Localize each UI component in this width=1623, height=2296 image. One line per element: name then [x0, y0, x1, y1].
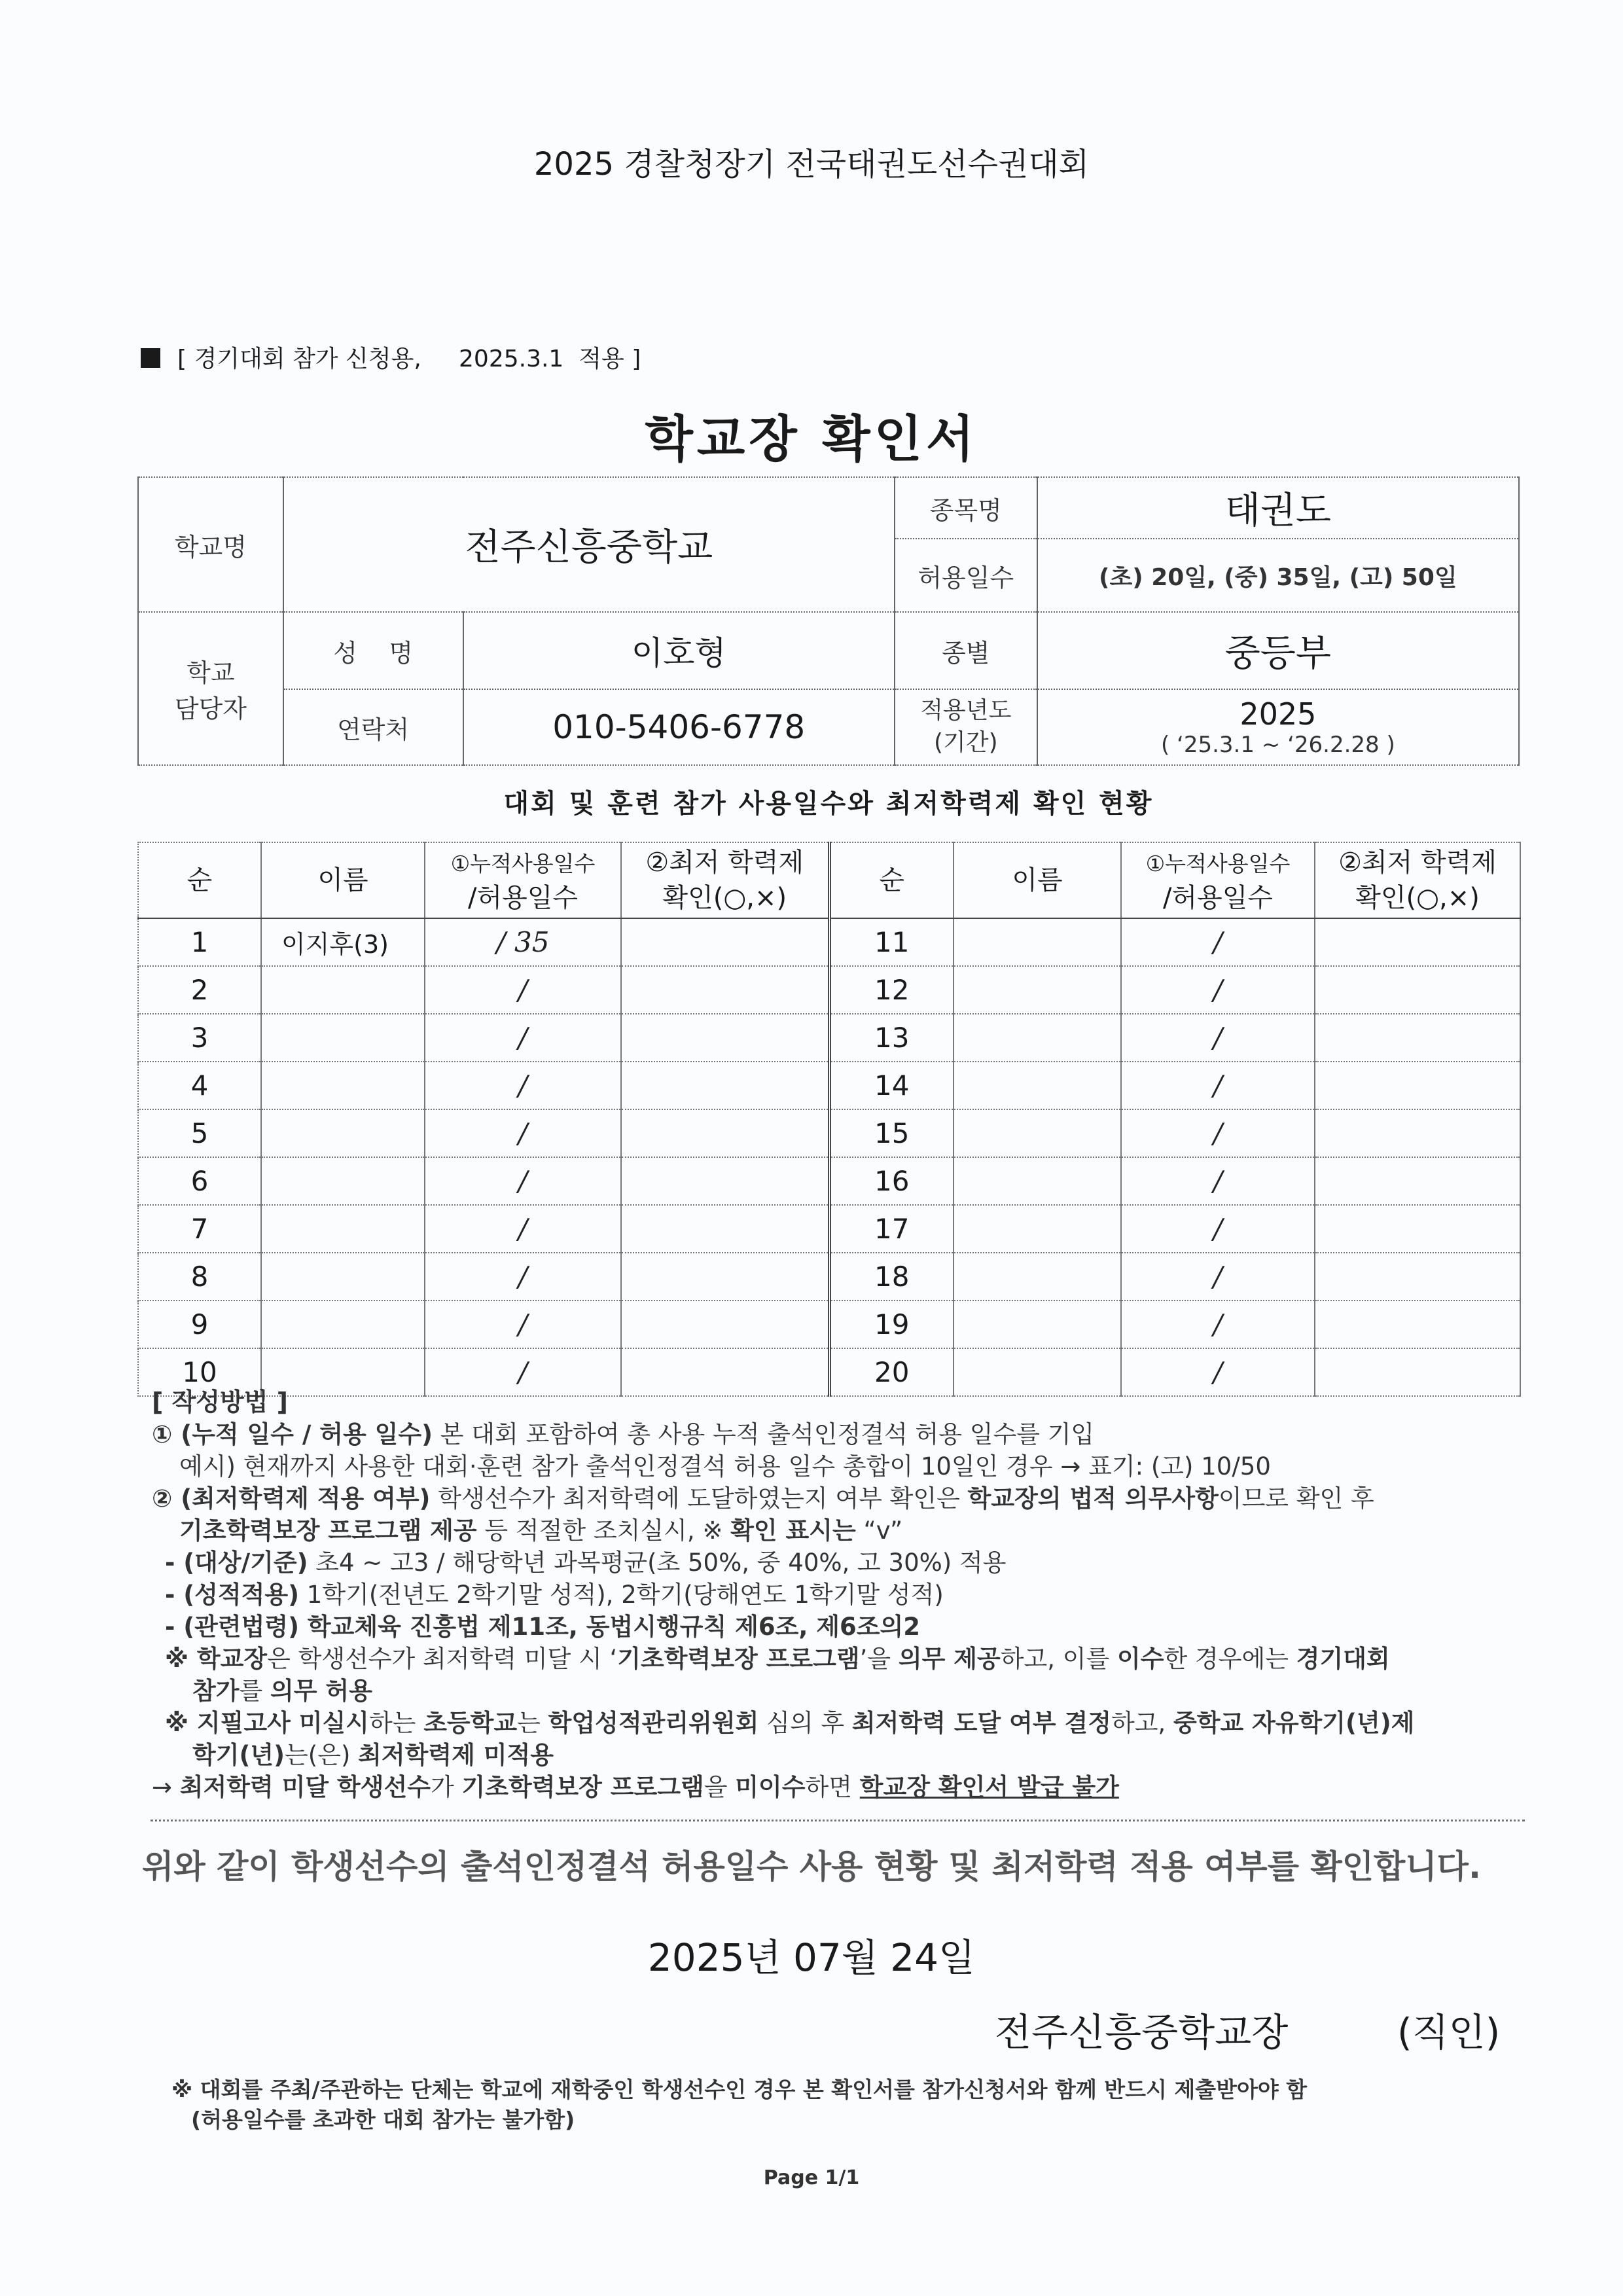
table-row [138, 1253, 1520, 1300]
min-academic-check [621, 1109, 829, 1157]
days-used: / [425, 1062, 621, 1109]
row-number: 2 [138, 966, 261, 1014]
days-used: / 35 [425, 918, 621, 966]
min-academic-check [1315, 1253, 1520, 1300]
square-bullet-icon [141, 348, 160, 368]
min-academic-check [1315, 1014, 1520, 1062]
min-academic-check [621, 918, 829, 966]
student-name [261, 1062, 425, 1109]
student-name [261, 1014, 425, 1062]
col-name-2: 이름 [954, 842, 1121, 918]
student-name [954, 1109, 1121, 1157]
table-row [138, 1205, 1520, 1253]
row-number: 19 [829, 1300, 954, 1348]
manager-label [138, 612, 283, 765]
min-academic-check [1315, 918, 1520, 966]
min-academic-check [621, 1205, 829, 1253]
row-number: 9 [138, 1300, 261, 1348]
instructions-heading: [ 작성방법 ] [152, 1388, 289, 1416]
row-number: 1 [138, 918, 261, 966]
student-name [954, 918, 1121, 966]
student-name [954, 1014, 1121, 1062]
allowed-days-value: (초) 20일, (중) 35일, (고) 50일 [1037, 539, 1519, 612]
table-header-row [138, 842, 1520, 918]
days-used: / [425, 1300, 621, 1348]
table-row [138, 1014, 1520, 1062]
instruction-line: - (관련법령) 학교체육 진흥법 제11조, 동법시행규칙 제6조, 제6조의2 [165, 1613, 920, 1641]
row-number: 5 [138, 1109, 261, 1157]
info-table [137, 476, 1520, 766]
table-row [138, 966, 1520, 1014]
min-academic-check [621, 1157, 829, 1205]
instruction-line: 예시) 현재까지 사용한 대회·훈련 참가 출석인정결석 허용 일수 총합이 10일인 경우 → 표기: (고) 10/50 [179, 1452, 1271, 1480]
instruction-line: 참가를 의무 허용 [192, 1677, 372, 1705]
days-used: / [425, 966, 621, 1014]
student-name [261, 1205, 425, 1253]
col-days-line-2: /허용일수 [467, 883, 579, 913]
header-title: 2025 경찰청장기 전국태권도선수권대회 [533, 146, 1090, 183]
row-number: 12 [829, 966, 954, 1014]
days-used: / [1121, 918, 1315, 966]
col-min-2 [1315, 842, 1520, 918]
row-number: 8 [138, 1253, 261, 1300]
row-number: 20 [829, 1348, 954, 1396]
days-used: / [1121, 1157, 1315, 1205]
footnote [171, 2075, 1546, 2135]
table-row [138, 1062, 1520, 1109]
min-academic-check [1315, 1300, 1520, 1348]
col-days-line-1: ①누적사용일수 [450, 851, 596, 876]
row-number: 10 [138, 1348, 261, 1396]
student-name [954, 1062, 1121, 1109]
min-academic-check [1315, 1157, 1520, 1205]
min-academic-check [621, 1253, 829, 1300]
year-value: 2025 [1240, 696, 1317, 732]
col-min-2-line-2: 확인(○,×) [1355, 883, 1480, 913]
section-title: 대회 및 훈련 참가 사용일수와 최저학력제 확인 현황 [503, 789, 1154, 819]
period-value: ( ‘25.3.1 ~ ‘26.2.28 ) [1160, 732, 1395, 758]
page-number: Page 1/1 [763, 2166, 860, 2189]
contact-label: 연락처 [283, 689, 463, 765]
table-body [138, 918, 1520, 1396]
col-min-2-line-1: ②최저 학력제 [1338, 848, 1497, 878]
application-note-text: [ 경기대회 참가 신청용, 2025.3.1 적용 ] [177, 346, 641, 372]
days-used: / [425, 1348, 621, 1396]
days-used: / [425, 1014, 621, 1062]
year-label [895, 689, 1037, 765]
min-academic-check [1315, 1109, 1520, 1157]
table-row [138, 1300, 1520, 1348]
min-academic-check [621, 1300, 829, 1348]
contact-value: 010-5406-6778 [463, 689, 895, 765]
col-min [621, 842, 829, 918]
event-label: 종목명 [895, 477, 1037, 539]
instruction-line: ① (누적 일수 / 허용 일수) 본 대회 포함하여 총 사용 누적 출석인정결석 허용 일수를 기입 [152, 1420, 1095, 1448]
divider [151, 1820, 1525, 1821]
row-number: 14 [829, 1062, 954, 1109]
instruction-line: - (성적적용) 1학기(전년도 2학기말 성적), 2학기(당해연도 1학기말 성적) [165, 1581, 944, 1609]
days-used: / [1121, 1205, 1315, 1253]
manager-label-line-1: 학교 [187, 658, 235, 687]
col-days-2-line-2: /허용일수 [1162, 883, 1274, 913]
event-value: 태권도 [1037, 477, 1519, 539]
school-name: 전주신흥중학교 [283, 477, 895, 612]
min-academic-check [621, 1062, 829, 1109]
table-row [138, 918, 1520, 966]
row-number: 6 [138, 1157, 261, 1205]
student-name [261, 1300, 425, 1348]
seal-placeholder: (직인) [1397, 2010, 1501, 2054]
footnote-line-1: ※ 대회를 주최/주관하는 단체는 학교에 재학중인 학생선수인 경우 본 확인서를 참가신청서와 함께 반드시 제출받아야 함 [171, 2077, 1308, 2102]
student-name [261, 966, 425, 1014]
footnote-line-2: (허용일수를 초과한 대회 참가는 불가함) [191, 2107, 575, 2132]
instruction-line: 학기(년)는(은) 최저학력제 미적용 [192, 1741, 554, 1769]
row-number: 16 [829, 1157, 954, 1205]
days-used: / [1121, 1062, 1315, 1109]
year-label-line-2: (기간) [933, 729, 998, 756]
table-row [138, 1109, 1520, 1157]
min-academic-check [1315, 1205, 1520, 1253]
student-name [954, 966, 1121, 1014]
confirmation-statement: 위와 같이 학생선수의 출석인정결석 허용일수 사용 현황 및 최저학력 적용 여부를 확인합니다. [142, 1848, 1481, 1886]
manager-label-line-2: 담당자 [174, 694, 247, 723]
instructions [152, 1386, 1539, 1803]
name-label: 성 명 [283, 612, 463, 689]
days-used: / [1121, 966, 1315, 1014]
row-number: 18 [829, 1253, 954, 1300]
min-academic-check [1315, 1062, 1520, 1109]
student-name [954, 1205, 1121, 1253]
instruction-line: ※ 학교장은 학생선수가 최저학력 미달 시 ‘기초학력보장 프로그램’을 의무 제공하고, 이를 이수한 경우에는 경기대회 [165, 1645, 1390, 1673]
col-min-line-2: 확인(○,×) [662, 883, 787, 913]
days-used: / [1121, 1014, 1315, 1062]
min-academic-check [1315, 966, 1520, 1014]
division-label: 종별 [895, 612, 1037, 689]
allowed-days-label: 허용일수 [895, 539, 1037, 612]
instruction-line: - (대상/기준) 초4 ~ 고3 / 해당학년 과목평균(초 50%, 중 40%, 고 30%) 적용 [165, 1549, 1007, 1577]
year-cell [1037, 689, 1519, 765]
application-note [141, 340, 641, 374]
min-academic-check [621, 966, 829, 1014]
row-number: 15 [829, 1109, 954, 1157]
days-used: / [425, 1157, 621, 1205]
student-name [261, 1253, 425, 1300]
year-label-line-1: 적용년도 [920, 697, 1012, 725]
row-number: 4 [138, 1062, 261, 1109]
student-name [261, 1109, 425, 1157]
table-row [138, 1157, 1520, 1205]
row-number: 7 [138, 1205, 261, 1253]
name-value: 이호형 [463, 612, 895, 689]
col-days-2 [1121, 842, 1315, 918]
row-number: 11 [829, 918, 954, 966]
col-days [425, 842, 621, 918]
participation-table [137, 842, 1521, 1397]
instruction-line: 기초학력보장 프로그램 제공 등 적절한 조치실시, ※ 확인 표시는 “v” [179, 1516, 903, 1545]
student-name [261, 1157, 425, 1205]
min-academic-check [621, 1014, 829, 1062]
days-used: / [425, 1253, 621, 1300]
instruction-line: → 최저학력 미달 학생선수가 기초학력보장 프로그램을 미이수하면 학교장 확인서 발급 불가 [152, 1773, 1119, 1801]
days-used: / [425, 1205, 621, 1253]
document-title: 학교장 확인서 [645, 410, 978, 468]
division-value: 중등부 [1037, 612, 1519, 689]
school-label: 학교명 [138, 477, 283, 612]
days-used: / [1121, 1348, 1315, 1396]
issue-date: 2025년 07월 24일 [647, 1935, 976, 1980]
col-no: 순 [138, 842, 261, 918]
days-used: / [1121, 1253, 1315, 1300]
row-number: 3 [138, 1014, 261, 1062]
col-days-2-line-1: ①누적사용일수 [1145, 851, 1291, 876]
student-name [954, 1157, 1121, 1205]
principal-name: 전주신흥중학교장 [995, 2010, 1289, 2054]
instruction-line: ② (최저학력제 적용 여부) 학생선수가 최저학력에 도달하였는지 여부 확인은 학교장의 법적 의무사항이므로 확인 후 [152, 1484, 1374, 1513]
row-number: 13 [829, 1014, 954, 1062]
row-number: 17 [829, 1205, 954, 1253]
student-name [954, 1253, 1121, 1300]
col-no-2: 순 [829, 842, 954, 918]
col-name: 이름 [261, 842, 425, 918]
student-name: 이지후(3) [261, 918, 425, 966]
days-used: / [1121, 1109, 1315, 1157]
instruction-line: ※ 지필고사 미실시하는 초등학교는 학업성적관리위원회 심의 후 최저학력 도달 여부 결정하고, 중학교 자유학기(년)제 [165, 1709, 1415, 1737]
days-used: / [425, 1109, 621, 1157]
student-name [954, 1300, 1121, 1348]
days-used: / [1121, 1300, 1315, 1348]
col-min-line-1: ②최저 학력제 [645, 848, 804, 878]
